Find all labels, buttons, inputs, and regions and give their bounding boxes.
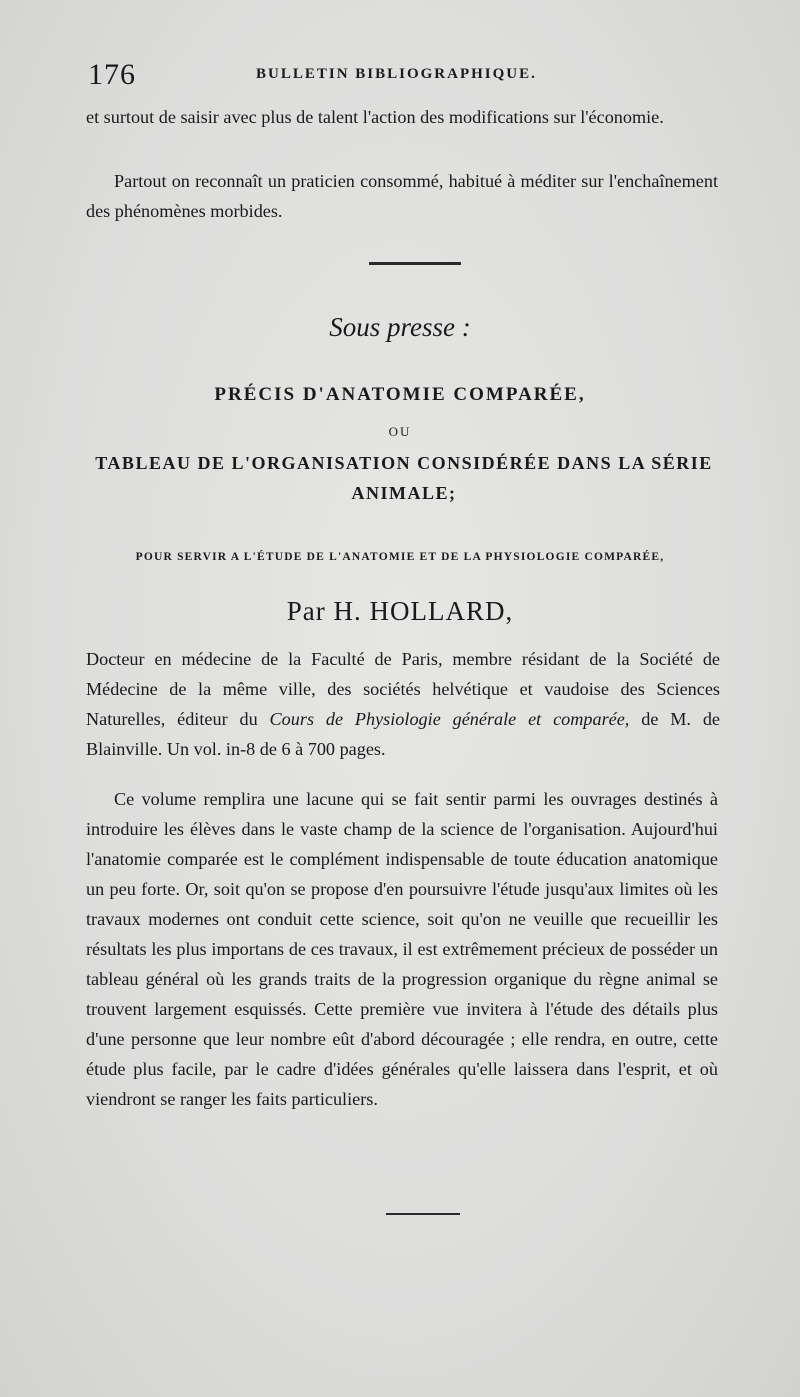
title-conjunction: OU — [388, 424, 412, 439]
page-number: 176 — [88, 58, 136, 91]
running-title: BULLETIN BIBLIOGRAPHIQUE. — [256, 66, 537, 82]
book-purpose: POUR SERVIR A L'ÉTUDE DE L'ANATOMIE ET DE LA PHYSIOLOGIE COMPARÉE, — [135, 551, 665, 563]
author-name: H. HOLLARD, — [333, 596, 514, 626]
book-subtitle: TABLEAU DE L'ORGANISATION CONSIDÉRÉE DANS LA SÉRIE ANIMALE; — [95, 453, 713, 503]
announcement-heading: Sous presse : — [329, 312, 471, 342]
intro-paragraph-1: et surtout de saisir avec plus de talent l'action des modifications sur l'économie. — [86, 107, 664, 127]
page-header — [88, 58, 718, 92]
section-divider-top — [369, 262, 461, 265]
book-title: PRÉCIS D'ANATOMIE COMPARÉE, — [214, 384, 586, 405]
credentials-text: Docteur en médecine de la Faculté de Paris, membre résidant de la Société de Médecine de la même ville, des sociétés helvétique et vaudoise des Sciences Naturelles, éditeur du — [86, 649, 720, 729]
book-description: Ce volume remplira une lacune qui se fait sentir parmi les ouvrages destinés à introduire les élèves dans le vaste champ de la science de l'organisation. Aujourd'hui l'anatomie comparée est le complément indispensable de toute éducation anatomique un peu forte. Or, soit qu'on se propose d'en poursuivre l'étude jusqu'aux limites où les travaux modernes ont conduit cette science, soit qu'on ne veuille que recueillir les résultats les plus importans de ces travaux, il est extrêmement précieux de posséder un tableau général où les grands traits de la progression organique du règne animal se trouvent largement esquissés. Cette première vue invitera à l'étude des détails plus d'une personne que leur nombre eût d'abord découragée ; elle rendra, en outre, cette étude plus facile, par le cadre d'idées générales qu'elle laissera dans l'esprit, et où viendront se ranger les faits particuliers. — [86, 789, 718, 1109]
author-line — [0, 596, 800, 627]
credentials-work-title: Cours de Physiologie générale et comparée, — [269, 709, 630, 729]
intro-paragraph-2: Partout on reconnaît un praticien consommé, habitué à méditer sur l'enchaînement des phénomènes morbides. — [86, 171, 718, 221]
section-divider-bottom — [386, 1213, 460, 1215]
credentials-edition: de M. de Blainville. Un vol. in-8 de 6 à 700 pages. — [86, 709, 720, 759]
author-credentials — [86, 644, 720, 764]
author-prefix: Par — [286, 596, 326, 626]
